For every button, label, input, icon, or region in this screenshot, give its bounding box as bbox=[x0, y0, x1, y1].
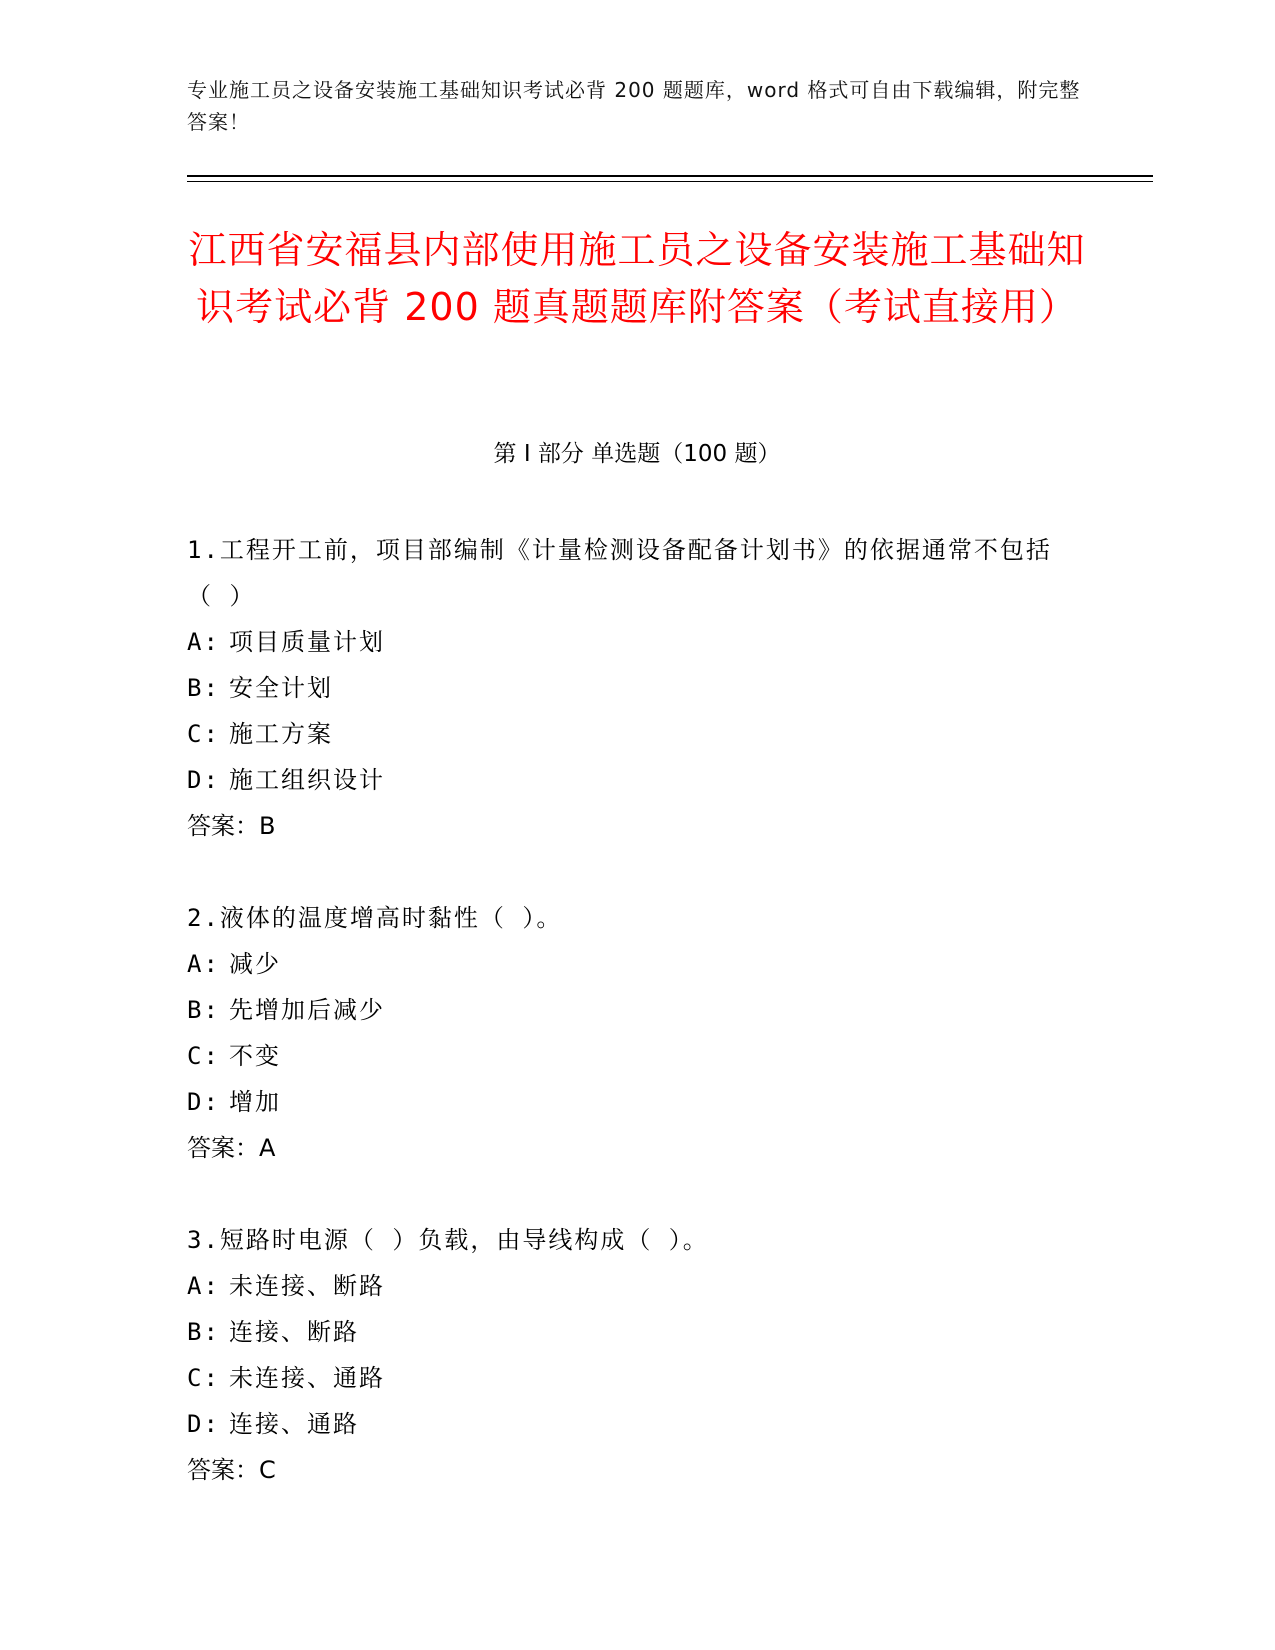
question-text: 3.短路时电源（ ）负载，由导线构成（ ）。 bbox=[187, 1226, 709, 1254]
option-a bbox=[187, 619, 1067, 665]
option-a bbox=[187, 1263, 1067, 1309]
question-item bbox=[187, 895, 1067, 1171]
option-key: C: bbox=[187, 1042, 220, 1070]
option-d bbox=[187, 1401, 1067, 1447]
option-text: 先增加后减少 bbox=[229, 996, 385, 1024]
option-key: D: bbox=[187, 766, 220, 794]
question-list bbox=[187, 527, 1067, 1539]
option-b bbox=[187, 987, 1067, 1033]
option-b bbox=[187, 665, 1067, 711]
option-text: 连接、通路 bbox=[229, 1410, 359, 1438]
option-text: 安全计划 bbox=[229, 674, 333, 702]
option-key: D: bbox=[187, 1410, 220, 1438]
option-text: 增加 bbox=[229, 1088, 281, 1116]
answer-line: 答案：B bbox=[187, 812, 276, 840]
answer-line: 答案：C bbox=[187, 1456, 276, 1484]
option-c bbox=[187, 1355, 1067, 1401]
option-text: 项目质量计划 bbox=[229, 628, 385, 656]
question-text: 2.液体的温度增高时黏性（ ）。 bbox=[187, 904, 563, 932]
section-heading: 第 I 部分 单选题（100 题） bbox=[493, 441, 781, 467]
option-text: 不变 bbox=[229, 1042, 281, 1070]
option-key: B: bbox=[187, 1318, 220, 1346]
option-text: 未连接、断路 bbox=[229, 1272, 385, 1300]
option-key: A: bbox=[187, 950, 220, 978]
option-key: C: bbox=[187, 720, 220, 748]
option-text: 施工方案 bbox=[229, 720, 333, 748]
option-d bbox=[187, 757, 1067, 803]
option-c bbox=[187, 1033, 1067, 1079]
header-divider-thick bbox=[187, 175, 1153, 177]
option-a bbox=[187, 941, 1067, 987]
option-c bbox=[187, 711, 1067, 757]
option-text: 连接、断路 bbox=[229, 1318, 359, 1346]
answer-line: 答案：A bbox=[187, 1134, 276, 1162]
option-b bbox=[187, 1309, 1067, 1355]
option-text: 施工组织设计 bbox=[229, 766, 385, 794]
question-item bbox=[187, 527, 1067, 849]
header-divider-thin bbox=[187, 181, 1153, 182]
question-item bbox=[187, 1217, 1067, 1493]
option-key: A: bbox=[187, 1272, 220, 1300]
option-key: D: bbox=[187, 1088, 220, 1116]
option-text: 未连接、通路 bbox=[229, 1364, 385, 1392]
document-title: 江西省安福县内部使用施工员之设备安装施工基础知识考试必背 200 题真题题库附答案（考试直接用） bbox=[188, 228, 1086, 329]
header-note: 专业施工员之设备安装施工基础知识考试必背 200 题题库，word 格式可自由下载编辑，附完整答案！ bbox=[187, 78, 1081, 134]
question-text: 1.工程开工前，项目部编制《计量检测设备配备计划书》的依据通常不包括（ ） bbox=[187, 536, 1052, 610]
option-key: A: bbox=[187, 628, 220, 656]
option-text: 减少 bbox=[229, 950, 281, 978]
option-key: B: bbox=[187, 674, 220, 702]
option-d bbox=[187, 1079, 1067, 1125]
option-key: C: bbox=[187, 1364, 220, 1392]
option-key: B: bbox=[187, 996, 220, 1024]
